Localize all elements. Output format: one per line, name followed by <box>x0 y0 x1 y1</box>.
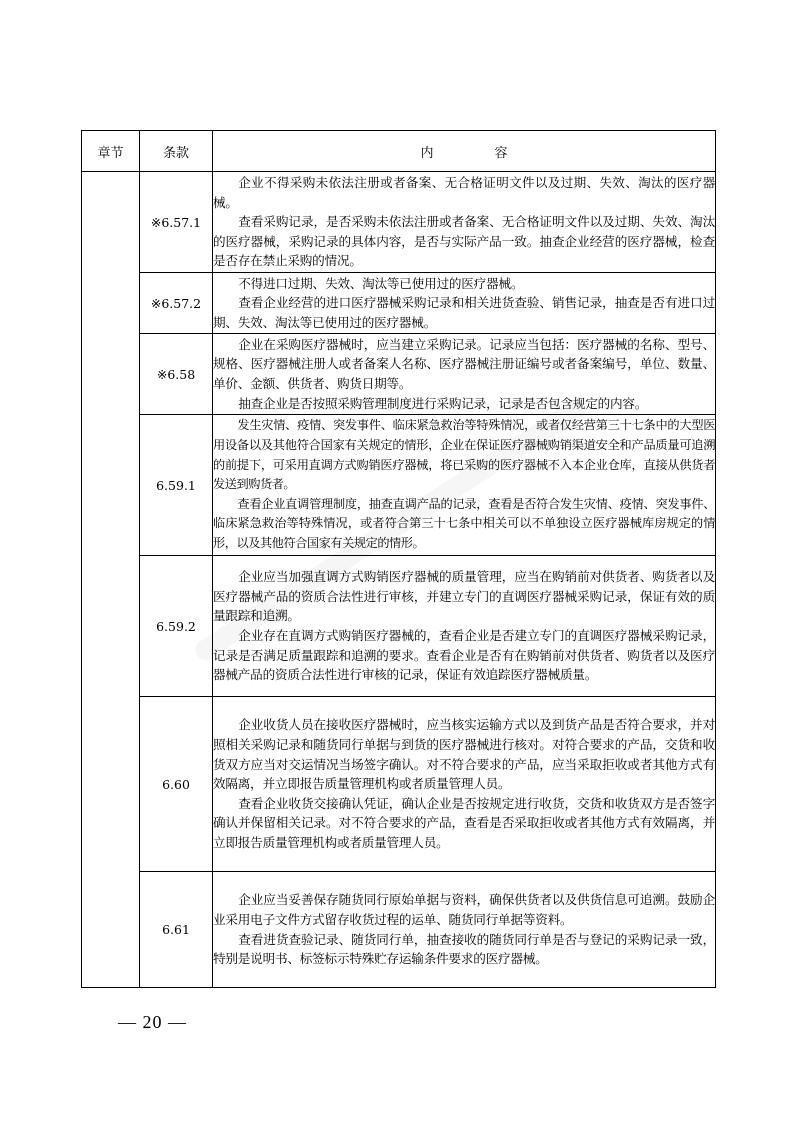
header-content <box>213 131 716 172</box>
check-method-text: 查看企业收货交接确认凭证，确认企业是否按规定进行收货，交货和收货双方是否签字确认并保留相关记录。对不符合要求的产品，查看是否采取拒收或者其他方式有效隔离，并立即报告质量管理机构或者质量管理人员。 <box>213 795 715 850</box>
requirement-text: 企业不得采购未依法注册或者备案、无合格证明文件以及过期、失效、淘汰的医疗器械。 <box>213 175 715 210</box>
check-method-text: 抽查企业是否按照采购管理制度进行采购记录，记录是否包含规定的内容。 <box>238 395 648 411</box>
clause-content <box>213 556 716 697</box>
table-row <box>82 556 716 697</box>
requirement-text: 企业应当加强直调方式购销医疗器械的质量管理，应当在购销前对供货者、购货者以及医疗器械产品的资质合法性进行审核，并建立专门的直调医疗器械采购记录，保证有效的质量跟踪和追溯。 <box>213 569 715 624</box>
clause-content <box>213 172 716 273</box>
clause-content <box>213 415 716 556</box>
table-header-row <box>82 131 716 172</box>
table-row <box>82 415 716 556</box>
check-method-text: 查看进货查验记录、随货同行单，抽查接收的随货同行单是否与登记的采购记录一致，特别是说明书、标签标示特殊贮存运输条件要求的医疗器械。 <box>213 931 715 967</box>
chapter-cell <box>82 172 140 988</box>
clause-number: 6.60 <box>140 697 213 872</box>
clause-number: 6.61 <box>140 872 213 988</box>
table-row <box>82 697 716 872</box>
check-method-text: 查看采购记录，是否采购未依法注册或者备案、无合格证明文件以及过期、失效、淘汰的医疗器械，采购记录的具体内容，是否与实际产品一致。抽查企业经营的医疗器械，检查是否存在禁止采购的情况。 <box>213 214 715 269</box>
clause-number: ※6.58 <box>140 334 213 415</box>
clause-content <box>213 872 716 988</box>
check-method-text: 企业存在直调方式购销医疗器械的，查看企业是否建立专门的直调医疗器械采购记录，记录是否满足质量跟踪和追溯的要求。查看企业是否有在购销前对供货者、购货者以及医疗器械产品的资质合法性进行审核的记录，保证有效追踪医疗器械质量。 <box>213 628 715 683</box>
clause-number: 6.59.2 <box>140 556 213 697</box>
table-row <box>82 334 716 415</box>
table-row <box>82 872 716 988</box>
requirement-text: 不得进口过期、失效、淘汰等已使用过的医疗器械。 <box>238 275 524 291</box>
inspection-table <box>81 130 716 988</box>
clause-number: ※6.57.1 <box>140 172 213 273</box>
header-content-label: 内 容 <box>420 145 532 161</box>
header-chapter: 章节 <box>82 131 140 172</box>
table-row <box>82 273 716 334</box>
clause-content <box>213 273 716 334</box>
requirement-text: 企业收货人员在接收医疗器械时，应当核实运输方式以及到货产品是否符合要求，并对照相关采购记录和随货同行单据与到货的医疗器械进行核对。对符合要求的产品，交货和收货双方应当对交运情况当场签字确认。对不符合要求的产品，应当采取拒收或者其他方式有效隔离，并立即报告质量管理机构或者质量管理人员。 <box>213 717 715 792</box>
check-method-text: 查看企业经营的进口医疗器械采购记录和相关进货查验、销售记录，抽查是否有进口过期、失效、淘汰等已使用过的医疗器械。 <box>213 295 715 330</box>
clause-content <box>213 334 716 415</box>
check-method-text: 查看企业直调管理制度，抽查直调产品的记录，查看是否符合发生灾情、疫情、突发事件、临床紧急救治等特殊情况，或者符合第三十七条中相关可以不单独设立医疗器械库房规定的情形，以及其他符合国家有关规定的情形。 <box>213 496 715 550</box>
page-number: — 20 — <box>118 1012 187 1032</box>
requirement-text: 企业应当妥善保存随货同行原始单据与资料，确保供货者以及供货信息可追溯。鼓励企业采用电子文件方式留存收货过程的运单、随货同行单据等资料。 <box>213 892 715 927</box>
clause-number: ※6.57.2 <box>140 273 213 334</box>
header-clause: 条款 <box>140 131 213 172</box>
requirement-text: 企业在采购医疗器械时，应当建立采购记录。记录应当包括：医疗器械的名称、型号、规格、医疗器械注册人或者备案人名称、医疗器械注册证编号或者备案编号，单位、数量、单价、金额、供货者、购货日期等。 <box>213 336 715 391</box>
table-row <box>82 172 716 273</box>
clause-number: 6.59.1 <box>140 415 213 556</box>
clause-content <box>213 697 716 872</box>
requirement-text: 发生灾情、疫情、突发事件、临床紧急救治等特殊情况，或者仅经营第三十七条中的大型医用设备以及其他符合国家有关规定的情形，企业在保证医疗器械购销渠道安全和产品质量可追溯的前提下，可采用直调方式购销医疗器械，将已采购的医疗器械不入本企业仓库，直接从供货者发送到购货者。 <box>213 418 715 492</box>
